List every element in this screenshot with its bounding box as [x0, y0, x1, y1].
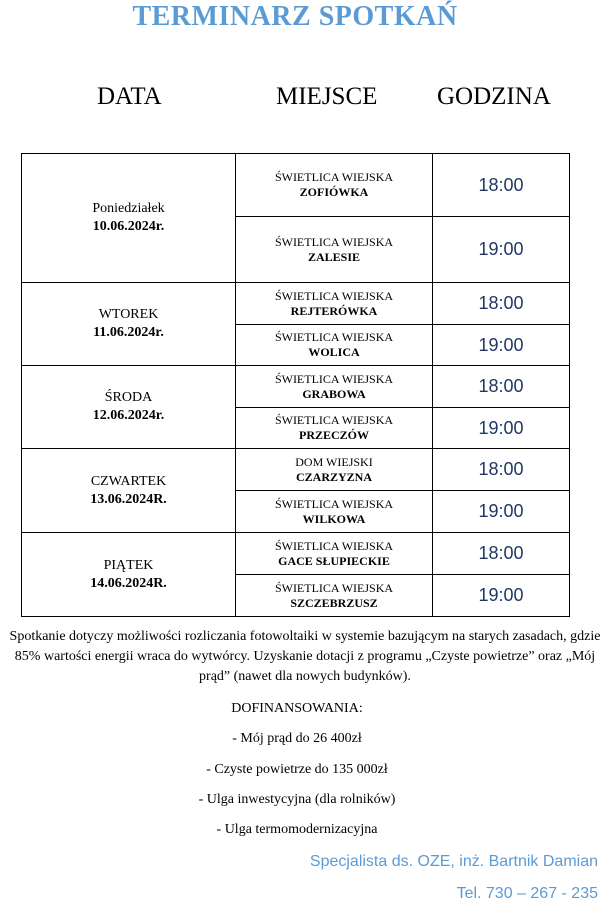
funding-item: - Mój prąd do 26 400zł [232, 731, 362, 746]
day-cell-thursday [22, 449, 236, 533]
place-name: GACE SŁUPIECKIE [278, 553, 390, 568]
place-cell [236, 154, 433, 217]
day-date: 12.06.2024r. [92, 408, 165, 423]
table-row [22, 449, 570, 491]
place-cell [236, 449, 433, 491]
day-date: 14.06.2024R. [90, 575, 167, 591]
place-cell [236, 217, 433, 283]
time-cell: 18:00 [433, 533, 570, 575]
page-title: TERMINARZ SPOTKAŃ [132, 1, 458, 32]
table-row [22, 283, 570, 325]
info-paragraph: Spotkanie dotyczy możliwości rozliczania fotowoltaiki w systemie bazującym na starych zasadach, gdzie 85% wartości energii wraca do wytwórcy. Uzyskanie dotacji z programu „Czyste powietrze” oraz „Mój prąd” (nawet dla nowych budynków). [9, 629, 601, 684]
time-cell: 19:00 [433, 217, 570, 283]
day-name: ŚRODA [104, 390, 153, 405]
time-cell: 19:00 [433, 325, 570, 366]
place-name: REJTERÓWKA [290, 303, 378, 318]
header-godzina: GODZINA [437, 83, 551, 110]
time-cell: 19:00 [433, 408, 570, 449]
time-cell: 19:00 [433, 491, 570, 533]
table-row [22, 533, 570, 575]
place-cell [236, 408, 433, 449]
funding-title: DOFINANSOWANIA: [231, 701, 363, 716]
header-miejsce: MIEJSCE [276, 83, 378, 110]
time-cell: 18:00 [433, 283, 570, 325]
header-data: DATA [97, 83, 162, 110]
time-cell: 18:00 [433, 366, 570, 408]
place-name: PRZECZÓW [298, 428, 369, 442]
day-date: 11.06.2024r. [93, 325, 164, 340]
place-cell [236, 575, 433, 617]
day-cell-tuesday [22, 283, 236, 366]
day-cell-friday [22, 533, 236, 617]
place-cell [236, 283, 433, 325]
place-type: ŚWIETLICA WIEJSKA [274, 170, 394, 184]
day-name: CZWARTEK [90, 473, 167, 489]
day-name: Poniedziałek [92, 201, 165, 216]
day-date: 10.06.2024r. [92, 219, 165, 234]
day-cell-wednesday [22, 366, 236, 449]
funding-item: - Ulga inwestycyjna (dla rolników) [198, 792, 396, 807]
place-name: GRABOWA [302, 386, 366, 401]
place-type: ŚWIETLICA WIEJSKA [274, 371, 394, 386]
phone-number: Tel. 730 – 267 - 235 [456, 885, 598, 902]
place-cell [236, 366, 433, 408]
place-type: ŚWIETLICA WIEJSKA [274, 413, 394, 427]
place-type: ŚWIETLICA WIEJSKA [274, 496, 394, 511]
specialist-signature: Specjalista ds. OZE, inż. Bartnik Damian [309, 853, 598, 870]
schedule-table [21, 153, 570, 617]
day-date: 13.06.2024R. [90, 491, 167, 507]
place-cell [236, 491, 433, 533]
table-row [22, 366, 570, 408]
place-type: ŚWIETLICA WIEJSKA [274, 538, 394, 553]
funding-item: - Ulga termomodernizacyjna [216, 822, 378, 837]
table-row [22, 154, 570, 217]
day-name: PIĄTEK [103, 557, 154, 573]
place-type: ŚWIETLICA WIEJSKA [274, 580, 394, 595]
place-type: DOM WIEJSKI [295, 454, 373, 469]
place-name: CZARZYZNA [295, 469, 372, 484]
place-name: ZOFIÓWKA [299, 185, 369, 199]
place-cell [236, 533, 433, 575]
place-name: ZALESIE [307, 249, 361, 264]
place-type: ŚWIETLICA WIEJSKA [274, 234, 394, 249]
time-cell: 18:00 [433, 154, 570, 217]
place-name: WILKOWA [302, 511, 366, 526]
place-cell [236, 325, 433, 366]
place-name: SZCZEBRZUSZ [290, 595, 378, 610]
time-cell: 19:00 [433, 575, 570, 617]
place-type: ŚWIETLICA WIEJSKA [274, 330, 394, 344]
day-name: WTOREK [98, 307, 159, 322]
place-name: WOLICA [308, 345, 360, 359]
place-type: ŚWIETLICA WIEJSKA [274, 288, 394, 303]
time-cell: 18:00 [433, 449, 570, 491]
day-cell-monday [22, 154, 236, 283]
funding-item: - Czyste powietrze do 135 000zł [206, 762, 388, 777]
